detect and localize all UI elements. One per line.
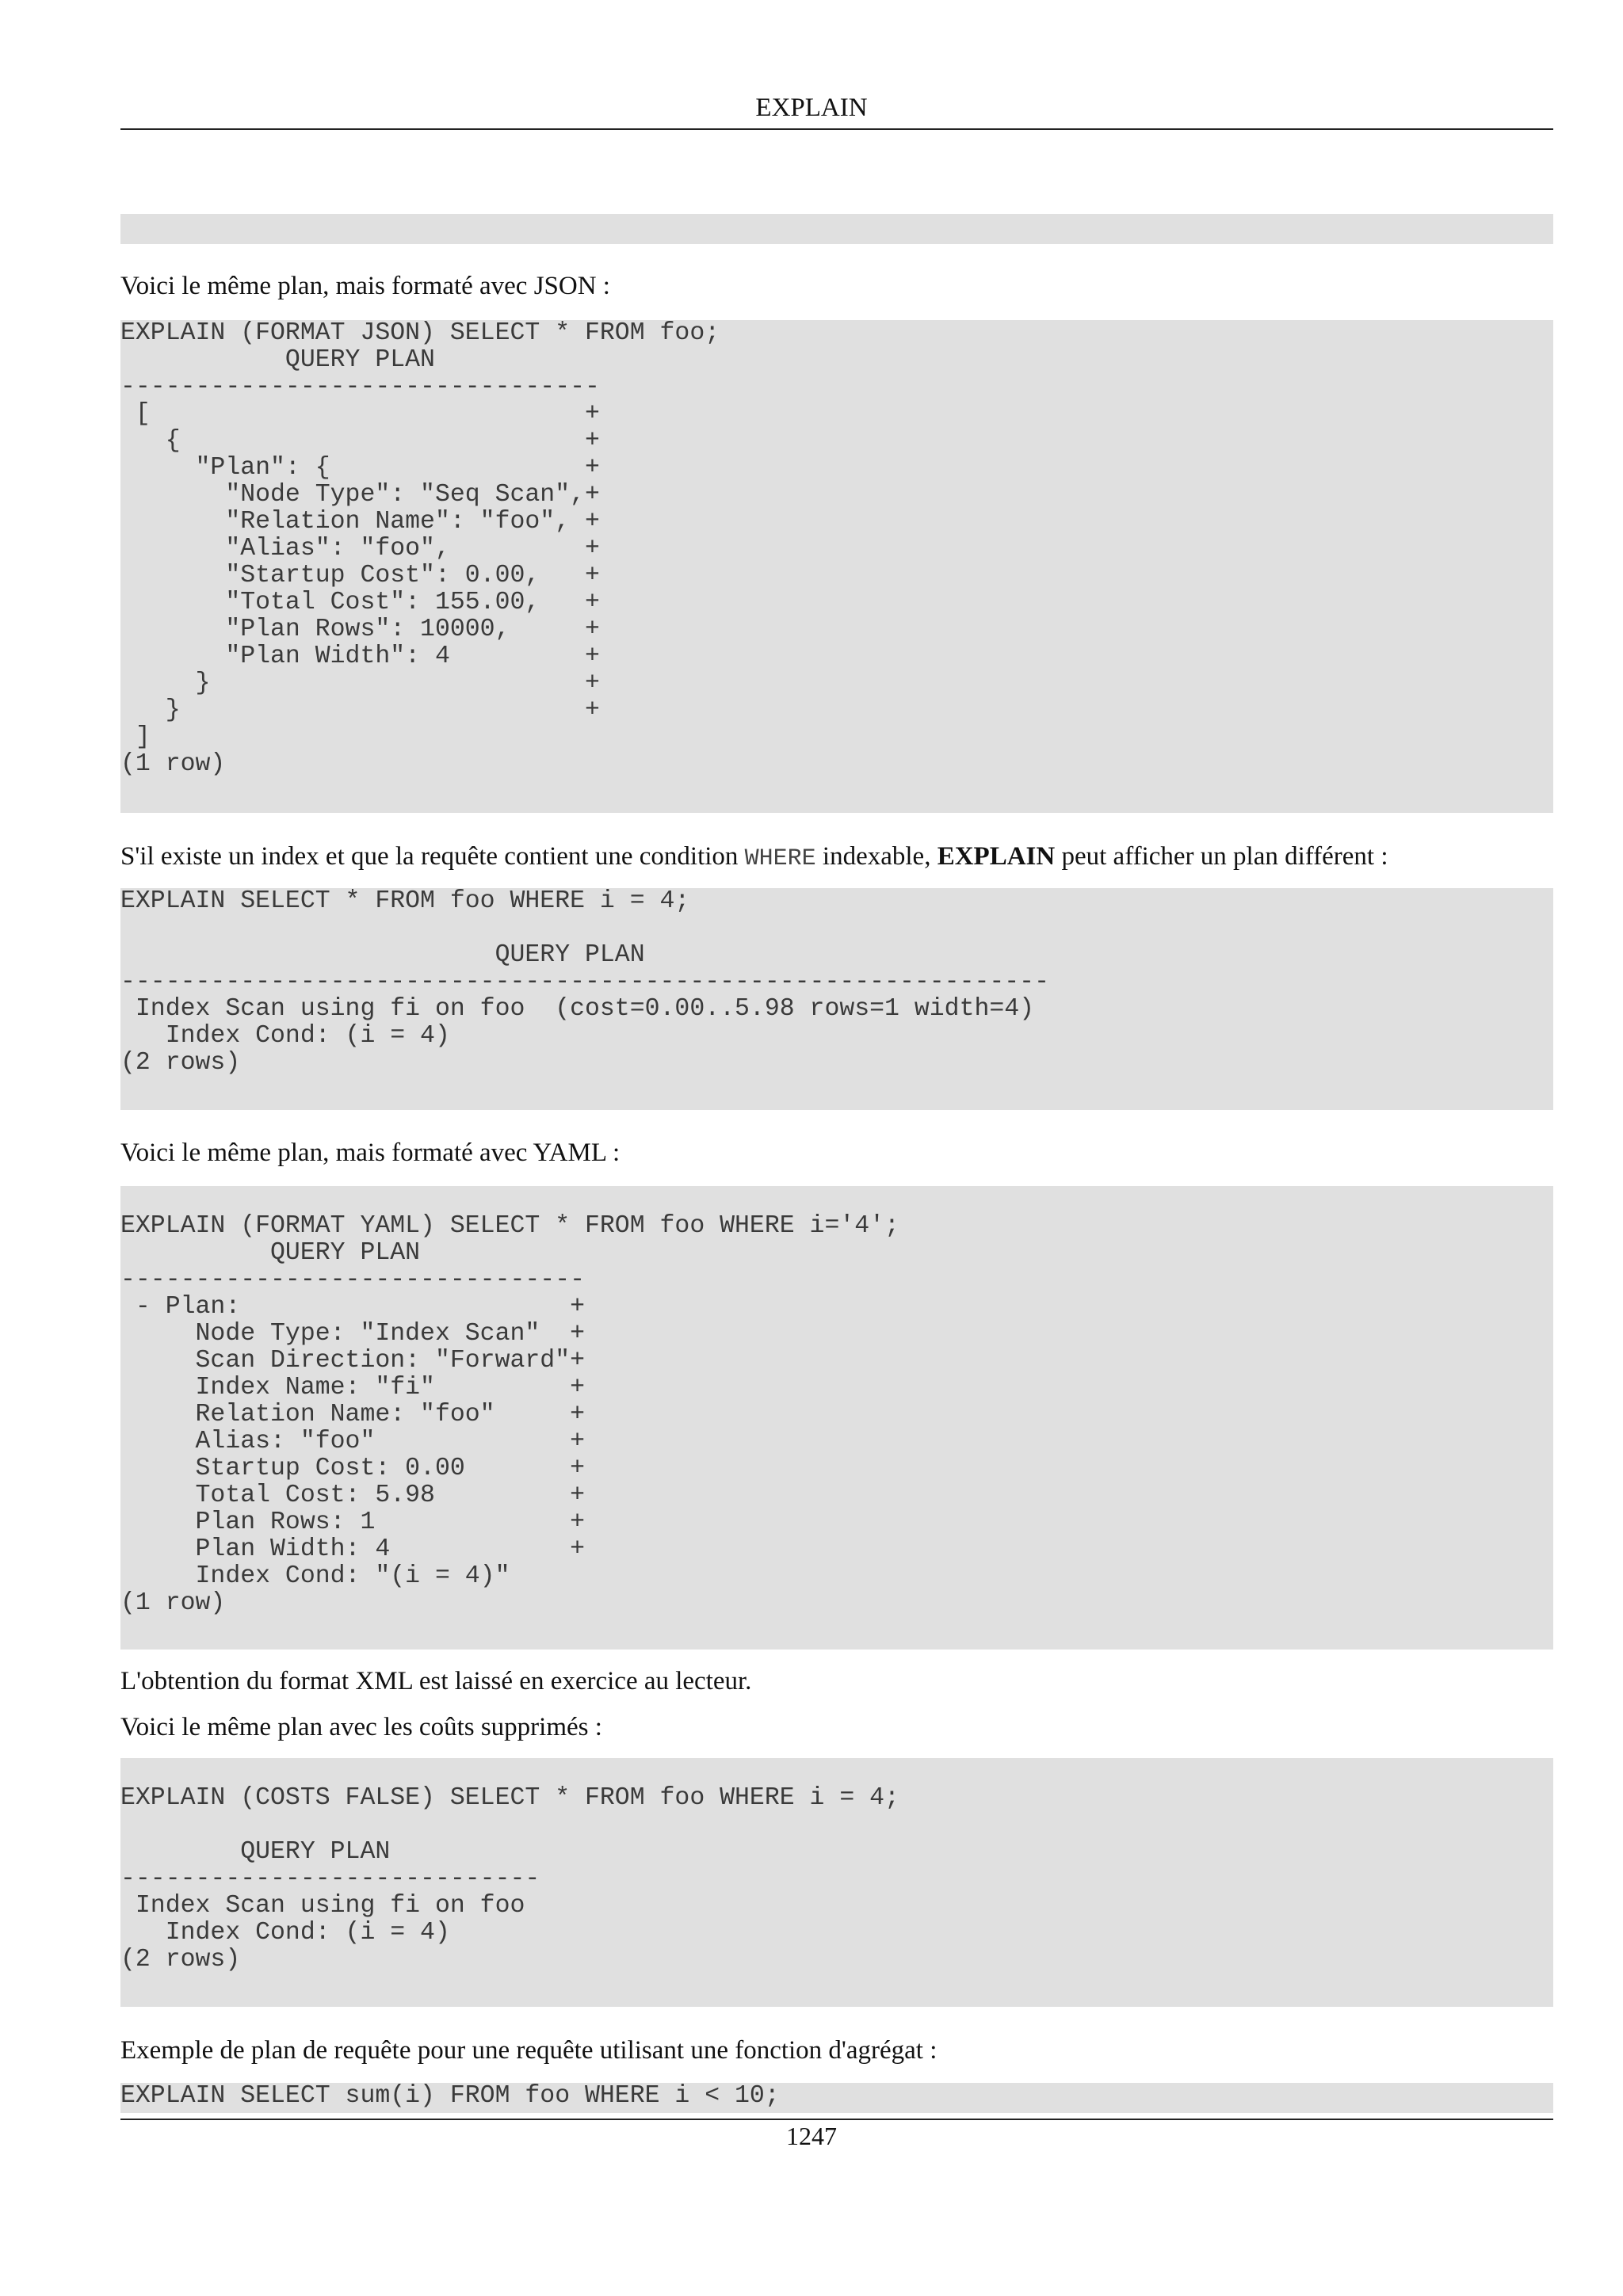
text-segment: S'il existe un index et que la requête contient une condition bbox=[120, 842, 745, 871]
paragraph-index-intro bbox=[120, 841, 1553, 875]
running-header: EXPLAIN bbox=[755, 93, 868, 122]
bold-explain: EXPLAIN bbox=[937, 842, 1056, 871]
paragraph-xml-note: L'obtention du format XML est laissé en exercice au lecteur. bbox=[120, 1667, 752, 1695]
text-segment: indexable, bbox=[815, 842, 938, 871]
paragraph-costs-intro: Voici le même plan avec les coûts supprimés : bbox=[120, 1713, 602, 1741]
page-number: 1247 bbox=[786, 2122, 837, 2150]
code-block-json: EXPLAIN (FORMAT JSON) SELECT * FROM foo; QUERY PLAN -------------------------------- [ + { + "Plan": { + "Node Type": "Seq Scan",+ "Relation Name": "foo", + "Alias": "foo", + "Startup Cost": 0.00, + "Total Cost": 155.00, + "Plan Rows": 10000, + "Plan Width": 4 + } + } + ] (1 row) bbox=[120, 320, 1553, 813]
code-block-continued bbox=[120, 214, 1553, 244]
code-block-agg: EXPLAIN SELECT sum(i) FROM foo WHERE i < 10; bbox=[120, 2083, 1553, 2113]
text-segment: peut afficher un plan différent : bbox=[1055, 842, 1388, 871]
code-block-index: EXPLAIN SELECT * FROM foo WHERE i = 4; QUERY PLAN -------------------------------------------------------------- Index Scan using fi on foo (cost=0.00..5.98 rows=1 width=4) Index Cond: (i = 4) (2 rows) bbox=[120, 888, 1553, 1110]
code-block-yaml: EXPLAIN (FORMAT YAML) SELECT * FROM foo WHERE i='4'; QUERY PLAN ------------------------------- - Plan: + Node Type: "Index Scan" + Scan Direction: "Forward"+ Index Name: "fi" + Relation Name: "foo" + Alias: "foo" + Startup Cost: 0.00 + Total Cost: 5.98 + Plan Rows: 1 + Plan Width: 4 + Index Cond: "(i = 4)" (1 row) bbox=[120, 1186, 1553, 1650]
paragraph-yaml-intro: Voici le même plan, mais formaté avec YAML : bbox=[120, 1138, 621, 1167]
paragraph-json-intro: Voici le même plan, mais formaté avec JSON : bbox=[120, 272, 610, 300]
code-block-costs: EXPLAIN (COSTS FALSE) SELECT * FROM foo WHERE i = 4; QUERY PLAN ---------------------------- Index Scan using fi on foo Index Cond: (i = 4) (2 rows) bbox=[120, 1758, 1553, 2007]
header-rule bbox=[120, 128, 1553, 130]
paragraph-agg-intro: Exemple de plan de requête pour une requête utilisant une fonction d'agrégat : bbox=[120, 2036, 938, 2065]
footer-rule bbox=[120, 2119, 1553, 2120]
inline-code-where: WHERE bbox=[744, 845, 816, 872]
